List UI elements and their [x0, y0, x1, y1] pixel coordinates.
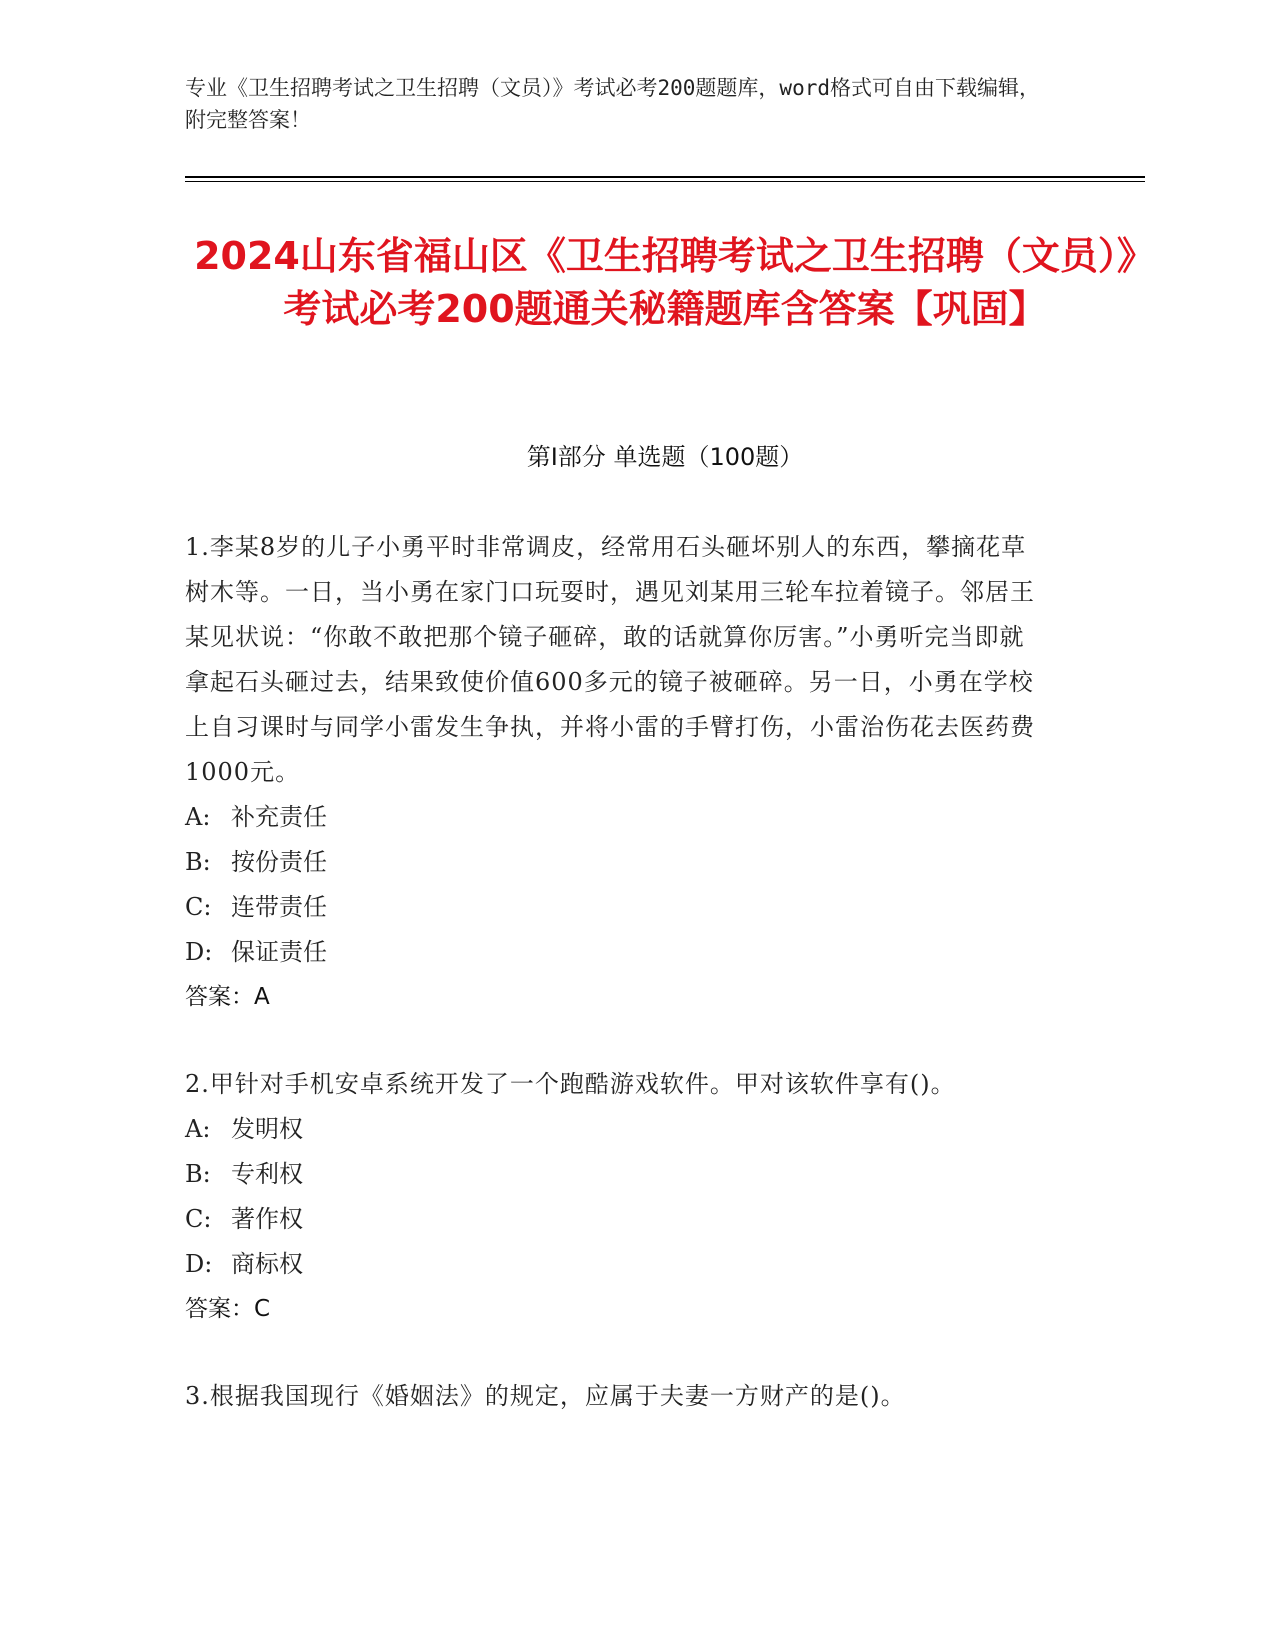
option-letter: C:	[185, 893, 212, 921]
option-letter: A:	[185, 1115, 211, 1143]
option-text: 商标权	[231, 1250, 303, 1278]
question-1	[185, 525, 1045, 1020]
option-d	[185, 930, 1045, 975]
option-text: 补充责任	[231, 803, 327, 831]
header-note: 专业《卫生招聘考试之卫生招聘（文员）》考试必考200题题库，word格式可自由下载编辑，附完整答案！	[185, 76, 1040, 132]
header-rule-thick	[185, 176, 1145, 178]
option-a	[185, 1107, 1045, 1152]
option-letter: B:	[185, 1160, 211, 1188]
option-letter: C:	[185, 1205, 212, 1233]
option-letter: B:	[185, 848, 211, 876]
answer-line: 答案：C	[185, 1296, 271, 1322]
option-text: 连带责任	[231, 893, 327, 921]
option-text: 专利权	[231, 1160, 303, 1188]
option-b	[185, 1152, 1045, 1197]
question-3	[185, 1374, 1045, 1419]
question-text: 3.根据我国现行《婚姻法》的规定，应属于夫妻一方财产的是()。	[185, 1382, 906, 1410]
option-text: 保证责任	[231, 938, 327, 966]
option-c	[185, 1197, 1045, 1242]
question-list	[185, 525, 1045, 1461]
option-letter: D:	[185, 1250, 213, 1278]
option-letter: D:	[185, 938, 213, 966]
document-title: 2024山东省福山区《卫生招聘考试之卫生招聘（文员）》考试必考200题通关秘籍题库含答案【巩固】	[194, 234, 1136, 331]
option-text: 按份责任	[231, 848, 327, 876]
option-b	[185, 840, 1045, 885]
option-text: 著作权	[231, 1205, 303, 1233]
section-heading: 第Ⅰ部分 单选题（100题）	[526, 443, 804, 471]
option-letter: A:	[185, 803, 211, 831]
answer-line: 答案：A	[185, 984, 270, 1010]
option-c	[185, 885, 1045, 930]
option-text: 发明权	[231, 1115, 303, 1143]
header-rule-thin	[185, 181, 1145, 182]
option-d	[185, 1242, 1045, 1287]
question-text: 1.李某8岁的儿子小勇平时非常调皮，经常用石头砸坏别人的东西，攀摘花草树木等。一日，当小勇在家门口玩耍时，遇见刘某用三轮车拉着镜子。邻居王某见状说：“你敢不敢把那个镜子砸碎，敢的话就算你厉害。”小勇听完当即就拿起石头砸过去，结果致使价值600多元的镜子被砸碎。另一日，小勇在学校上自习课时与同学小雷发生争执，并将小雷的手臂打伤，小雷治伤花去医药费1000元。	[185, 533, 1035, 786]
question-2	[185, 1062, 1045, 1332]
question-text: 2.甲针对手机安卓系统开发了一个跑酷游戏软件。甲对该软件享有()。	[185, 1070, 956, 1098]
option-a	[185, 795, 1045, 840]
